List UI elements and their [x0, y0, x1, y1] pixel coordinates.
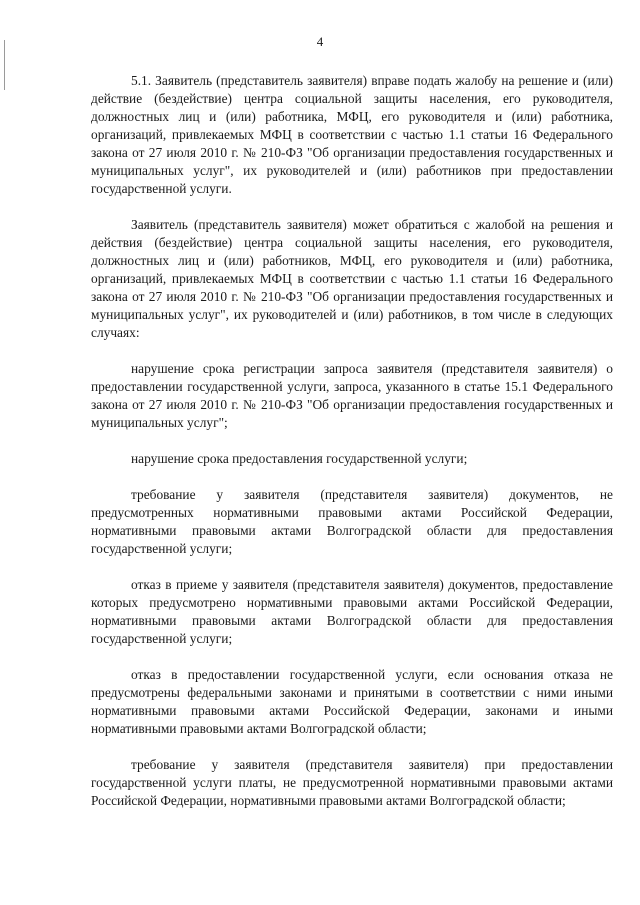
document-body	[91, 72, 613, 810]
paragraph-case-refusal-service: отказ в предоставлении государственной услуги, если основания отказа не предусмотрены федеральными законами и принятыми в соответствии с ними иными нормативными правовыми актами Российской Федерации, законами и иными нормативными правовыми актами Волгоградской области;	[91, 667, 613, 736]
paragraph-case-registration-deadline: нарушение срока регистрации запроса заявителя (представителя заявителя) о предоставлении государственной услуги, запроса, указанного в статье 15.1 Федерального закона от 27 июля 2010 г. № 210-ФЗ "Об организации предоставления государственных и муниципальных услуг";	[91, 361, 613, 430]
paragraph-case-refusal-acceptance: отказ в приеме у заявителя (представителя заявителя) документов, предоставление которых предусмотрено нормативными правовыми актами Российской Федерации, нормативными правовыми актами Волгоградской области для предоставления государственной услуги;	[91, 577, 613, 646]
paragraph-complaint-intro: Заявитель (представитель заявителя) может обратиться с жалобой на решения и действия (бездействие) центра социальной защиты населения, его руководителя, должностных лиц и (или) работников, МФЦ, его руководителя и (или) работника, организаций, привлекаемых МФЦ в соответствии с частью 1.1 статьи 16 Федерального закона от 27 июля 2010 г. № 210-ФЗ "Об организации предоставления государственных и муниципальных услуг", их руководителей и (или) работников, в том числе в следующих случаях:	[91, 217, 613, 340]
paragraph-case-service-deadline: нарушение срока предоставления государственной услуги;	[131, 451, 468, 466]
paragraph-5-1: 5.1. Заявитель (представитель заявителя) вправе подать жалобу на решение и (или) действие (бездействие) центра социальной защиты населения, его руководителя, должностных лиц и (или) работника, МФЦ, его руководителя и (или) работника, организаций, привлекаемых МФЦ в соответствии с частью 1.1 статьи 16 Федерального закона от 27 июля 2010 г. № 210-ФЗ "Об организации предоставления государственных и муниципальных услуг", их руководителей и (или) работников при предоставлении государственной услуги.	[91, 73, 613, 196]
paragraph-case-extra-documents: требование у заявителя (представителя заявителя) документов, не предусмотренных нормативными правовыми актами Российской Федерации, нормативными правовыми актами Волгоградской области для предоставления государственной услуги;	[91, 487, 613, 556]
page-number: 4	[316, 34, 324, 49]
paragraph-case-payment-demand: требование у заявителя (представителя заявителя) при предоставлении государственной услуги платы, не предусмотренной нормативными правовыми актами Российской Федерации, нормативными правовыми актами Волгоградской области;	[91, 757, 613, 808]
